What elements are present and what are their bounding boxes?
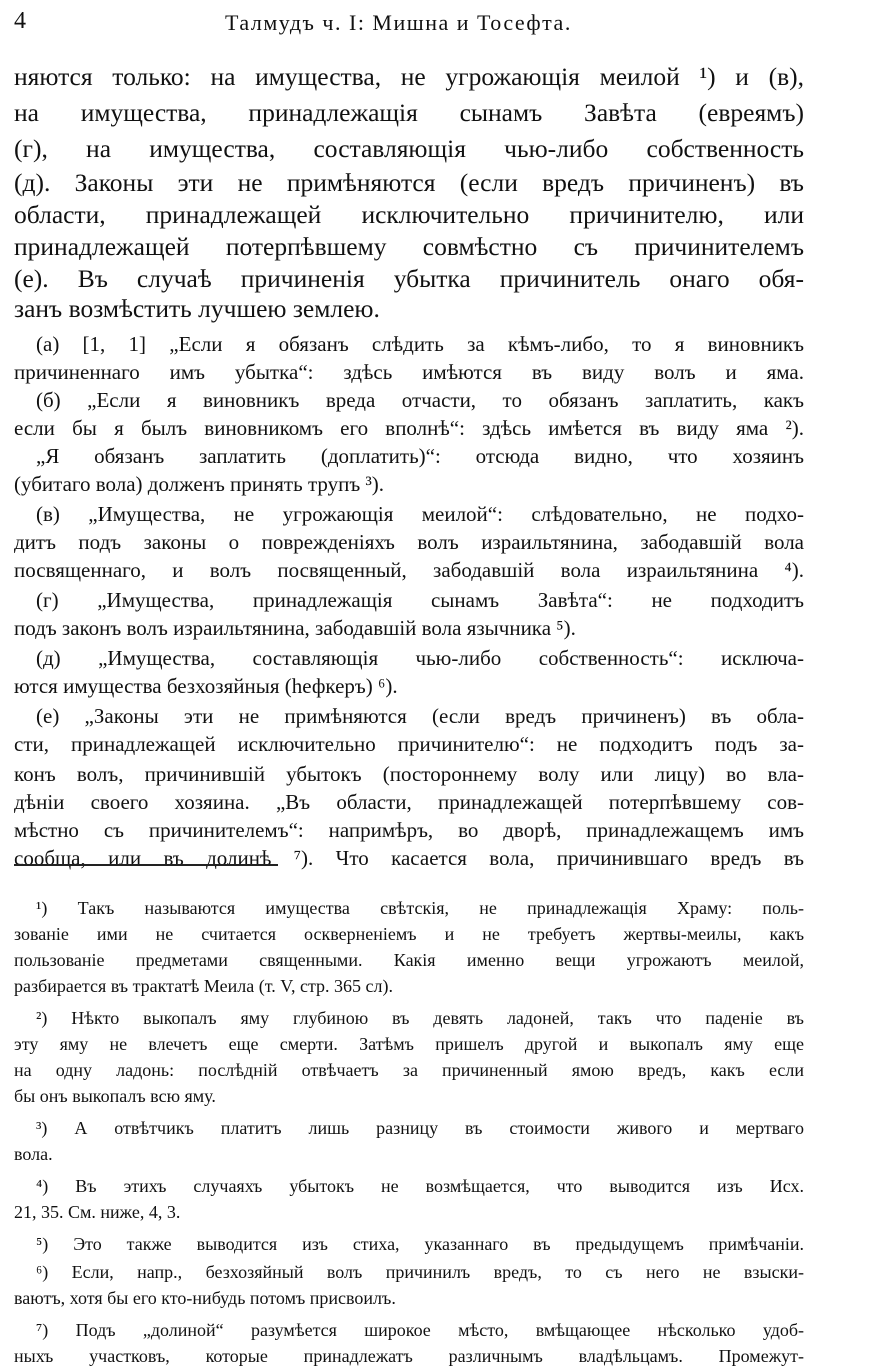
commentary-line: дитъ подъ законы о поврежденіяхъ волъ израильтянина, забодавшій вола — [14, 530, 804, 554]
page-number: 4 — [14, 8, 26, 34]
footnote-line: ⁴) Въ этихъ случаяхъ убытокъ не возмѣщается, что выводится изъ Исх. — [36, 1176, 804, 1196]
commentary-line: „Я обязанъ заплатить (доплатить)“: отсюда видно, что хозяинъ — [36, 444, 804, 468]
footnote-line: пользованіе предметами священными. Какія именно вещи угрожаютъ меилой, — [14, 950, 804, 970]
commentary-line: (г) „Имущества, принадлежащія сынамъ Завѣта“: не подходитъ — [36, 588, 804, 612]
commentary-line: мѣстно съ причинителемъ“: напримѣръ, во дворѣ, принадлежащемъ имъ — [14, 818, 804, 842]
footnote-line: ³) А отвѣтчикъ платитъ лишь разницу въ стоимости живого и мертваго — [36, 1118, 804, 1138]
footnote-line: ⁶) Если, напр., безхозяйный волъ причинилъ вредъ, то съ него не взыски- — [36, 1262, 804, 1282]
footnote-line: ⁷) Подъ „долиной“ разумѣется широкое мѣсто, вмѣщающее нѣсколько удоб- — [36, 1320, 804, 1340]
main-text-line: (д). Законы эти не примѣняются (если вредъ причиненъ) въ — [14, 168, 804, 197]
commentary-line: (д) „Имущества, составляющія чью-либо собственность“: исключа- — [36, 646, 804, 670]
main-text-line: занъ возмѣстить лучшею землею. — [14, 294, 380, 323]
commentary-line: (а) [1, 1] „Если я обязанъ слѣдить за кѣмъ-либо, то я виновникъ — [36, 332, 804, 356]
footnote-line: на одну ладонь: послѣдній отвѣчаетъ за причиненный ямою вредъ, какъ если — [14, 1060, 804, 1080]
footnote-line: бы онъ выкопалъ всю яму. — [14, 1086, 216, 1106]
footnote-line: эту яму не влечетъ еще смерти. Затѣмъ пришелъ другой и выкопалъ яму еще — [14, 1034, 804, 1054]
commentary-line: ются имущества безхозяйныя (hефкеръ) ⁶). — [14, 674, 398, 698]
footnote-line: вола. — [14, 1144, 53, 1164]
footnote-line: ¹) Такъ называются имущества свѣтскія, не принадлежащія Храму: поль- — [36, 898, 804, 918]
main-text-line: области, принадлежащей исключительно причинителю, или — [14, 200, 804, 229]
footnote-line: ²) Нѣкто выкопалъ яму глубиною въ девять ладоней, такъ что паденіе въ — [36, 1008, 804, 1028]
footnote-line: ⁵) Это также выводится изъ стиха, указаннаго въ предыдущемъ примѣчаніи. — [36, 1234, 804, 1254]
commentary-line: причиненнаго имъ убытка“: здѣсь имѣются въ виду волъ и яма. — [14, 360, 804, 384]
commentary-line: посвященнаго, и волъ посвященный, забодавшій вола израильтянина ⁴). — [14, 558, 804, 582]
footnote-line: ваютъ, хотя бы его кто-нибудь потомъ присвоилъ. — [14, 1288, 396, 1308]
commentary-line: (е) „Законы эти не примѣняются (если вредъ причиненъ) въ обла- — [36, 704, 804, 728]
running-header-title: Талмудъ ч. I: Мишна и Тосефта. — [225, 10, 572, 35]
commentary-line: (в) „Имущества, не угрожающія меилой“: слѣдовательно, не подхо- — [36, 502, 804, 526]
commentary-line: если бы я былъ виновникомъ его вполнѣ“: здѣсь имѣется въ виду яма ²). — [14, 416, 804, 440]
commentary-line: конъ волъ, причинившій убытокъ (постороннему волу или лицу) во вла- — [14, 762, 804, 786]
footnote-line: зованіе ими не считается оскверненіемъ и не требуетъ жертвы-меилы, какъ — [14, 924, 804, 944]
commentary-line: сти, принадлежащей исключительно причинителю“: не подходитъ подъ за- — [14, 732, 804, 756]
commentary-line: сообща, или въ долинѣ ⁷). Что касается вола, причинившаго вредъ въ — [14, 846, 804, 870]
main-text-line: принадлежащей потерпѣвшему совмѣстно съ причинителемъ — [14, 232, 804, 261]
commentary-line: (убитаго вола) долженъ принять трупъ ³). — [14, 472, 384, 496]
main-text-line: (г), на имущества, составляющія чью-либо собственность — [14, 134, 804, 163]
footnote-line: разбирается въ трактатѣ Меила (т. V, стр. 365 сл). — [14, 976, 394, 996]
main-text-line: няются только: на имущества, не угрожающія меилой ¹) и (в), — [14, 62, 804, 91]
commentary-line: (б) „Если я виновникъ вреда отчасти, то обязанъ заплатить, какъ — [36, 388, 804, 412]
footnote-line: ныхъ участковъ, которые принадлежатъ различнымъ владѣльцамъ. Промежут- — [14, 1346, 804, 1366]
main-text-line: на имущества, принадлежащія сынамъ Завѣта (евреямъ) — [14, 98, 804, 127]
footnote-separator — [14, 864, 278, 866]
main-text-line: (е). Въ случаѣ причиненія убытка причинитель онаго обя- — [14, 264, 804, 293]
footnote-line: 21, 35. См. ниже, 4, 3. — [14, 1202, 181, 1222]
commentary-line: дѣніи своего хозяина. „Въ области, принадлежащей потерпѣвшему сов- — [14, 790, 804, 814]
commentary-line: подъ законъ волъ израильтянина, забодавшій вола язычника ⁵). — [14, 616, 576, 640]
